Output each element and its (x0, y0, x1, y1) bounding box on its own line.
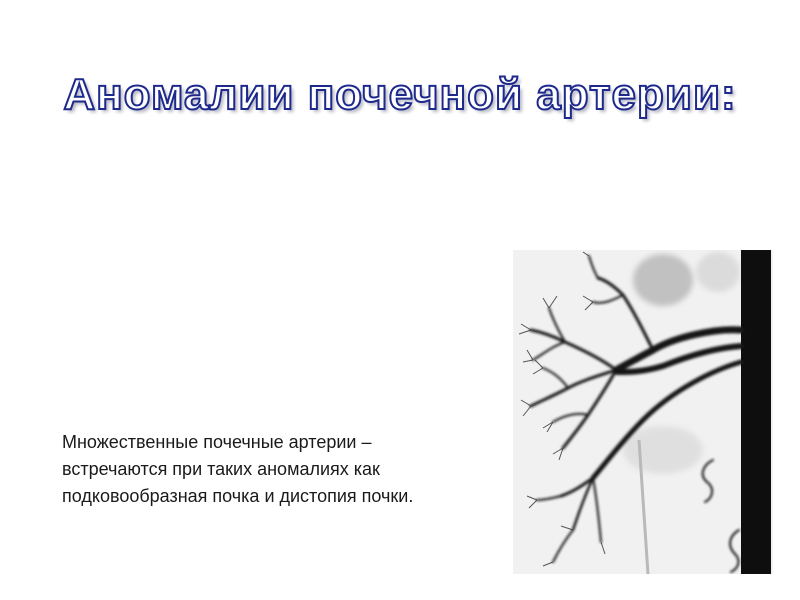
renal-angiogram-image (513, 250, 773, 574)
renal-angiogram-icon (513, 250, 773, 574)
slide-title: Аномалии почечной артерии: (63, 70, 737, 119)
slide-body-text: Множественные почечные артерии – встречаются при таких аномалиях как подковообразная почка и дистопия почки. (62, 432, 414, 506)
